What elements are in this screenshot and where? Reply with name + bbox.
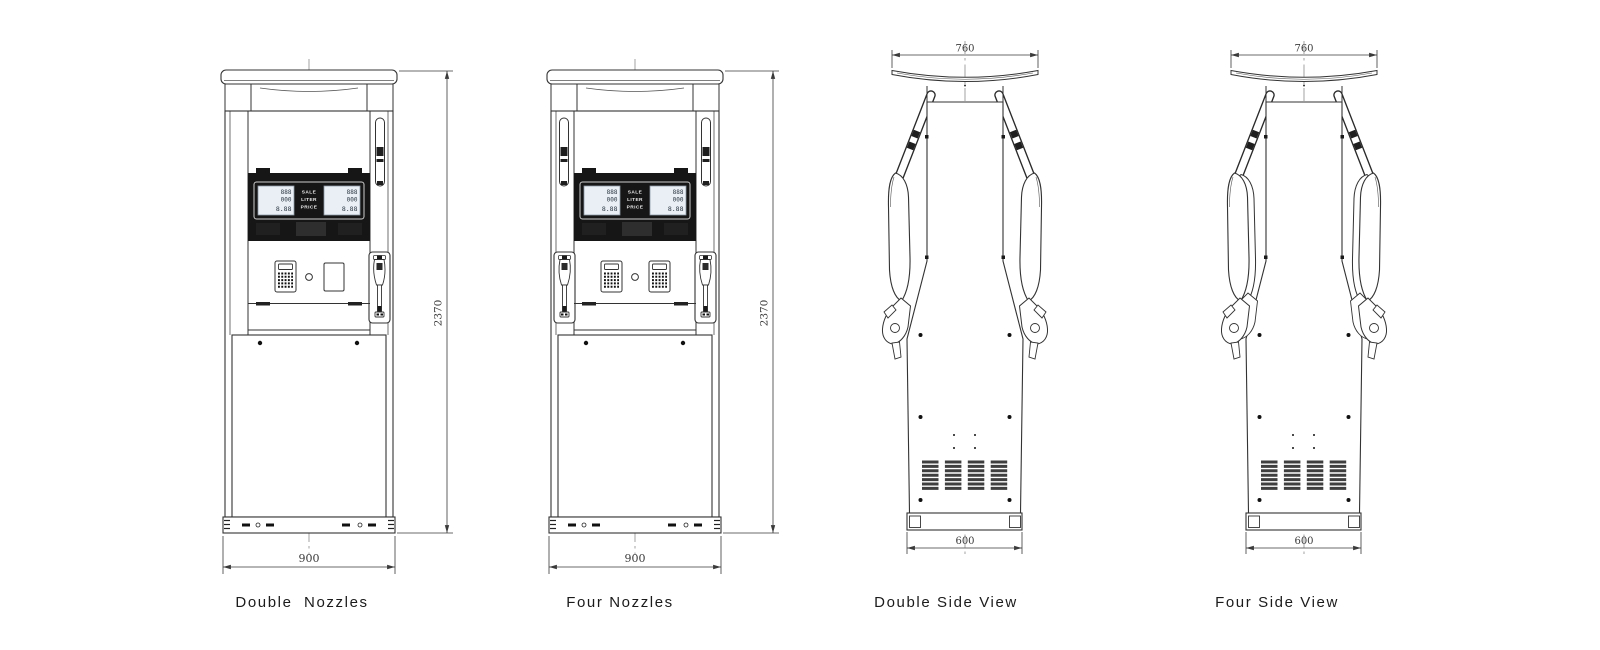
dimension-top-width	[1231, 44, 1377, 69]
caption-four-nozzles: Four Nozzles	[566, 594, 674, 611]
nozzle-holster-left	[554, 252, 575, 323]
lcd-row: 888	[606, 189, 618, 196]
dimension-base-width	[1246, 532, 1361, 554]
dim-label-900: 900	[624, 552, 646, 565]
nozzle-holster-right	[369, 252, 390, 323]
hose-nozzle-top-right	[702, 118, 711, 186]
display-label-price: PRICE	[300, 205, 318, 211]
nozzle-left	[882, 298, 910, 359]
base	[1246, 513, 1361, 530]
caption-four-side-view: Four Side View	[1215, 594, 1339, 611]
round-button	[632, 274, 639, 281]
caption-double-nozzles: Double Nozzles	[235, 594, 369, 611]
hose-nozzle-top-left	[560, 118, 569, 186]
lcd-row: 8.88	[601, 205, 618, 213]
base-foot	[1249, 516, 1260, 528]
lower-cabinet	[558, 335, 712, 517]
hose-left	[1235, 95, 1270, 185]
base-foot	[910, 516, 921, 528]
body-outline	[907, 102, 1023, 513]
dimension-height	[397, 71, 453, 533]
hose-left	[896, 95, 931, 185]
body-outline	[1246, 102, 1362, 513]
header-band	[225, 84, 393, 111]
keypad	[275, 261, 296, 292]
printer-slot	[622, 222, 652, 236]
round-button	[306, 274, 313, 281]
lcd-row: 888	[280, 189, 292, 196]
display-label-price: PRICE	[626, 205, 644, 211]
lcd-row: 8.88	[667, 205, 684, 213]
lcd-row: 888	[672, 189, 684, 196]
keypad-left	[601, 261, 622, 292]
base-foot	[1010, 516, 1021, 528]
display-label-sale: SALE	[627, 190, 643, 196]
printer-slot	[296, 222, 326, 236]
bolt	[584, 341, 588, 345]
base	[907, 513, 1022, 530]
dimension-base-width	[907, 532, 1022, 554]
nozzle-right	[1020, 298, 1048, 359]
lcd-row: 000	[672, 196, 684, 204]
nozzle-boot-left	[888, 173, 910, 301]
lcd-row: 000	[346, 196, 358, 204]
dim-label-760: 760	[1294, 43, 1314, 55]
nozzle-right	[1359, 298, 1387, 359]
lcd-row: 000	[280, 196, 292, 204]
nozzle-boot-left	[1227, 173, 1249, 301]
double-side-view-drawing	[864, 35, 1064, 560]
dim-label-2370: 2370	[758, 299, 771, 327]
double-nozzles-front-drawing	[190, 55, 460, 580]
top-cap	[547, 70, 723, 84]
nozzle-left	[1221, 298, 1249, 359]
dim-label-600: 600	[955, 536, 975, 547]
dim-label-2370: 2370	[432, 299, 445, 327]
dim-label-760: 760	[955, 43, 975, 55]
display-module	[574, 168, 696, 241]
four-nozzles-front-drawing	[516, 55, 786, 580]
dim-label-600: 600	[1294, 536, 1314, 547]
display-module	[248, 168, 370, 241]
four-side-view-drawing	[1203, 35, 1403, 560]
bolt	[681, 341, 685, 345]
nozzle-holster-right	[695, 252, 716, 323]
keypad-right	[649, 261, 670, 292]
lower-cabinet	[232, 335, 386, 517]
display-label-liter: LITER	[301, 198, 317, 203]
nozzle-boot-right	[1020, 173, 1042, 301]
hose-right	[999, 95, 1034, 185]
dimension-height	[723, 71, 779, 533]
top-cap	[221, 70, 397, 84]
hose-right	[1338, 95, 1373, 185]
lcd-row: 8.88	[341, 205, 358, 213]
dimension-top-width	[892, 44, 1038, 69]
card-reader	[324, 263, 344, 291]
caption-double-side-view: Double Side View	[874, 594, 1018, 611]
display-label-sale: SALE	[301, 190, 317, 196]
bolt	[258, 341, 262, 345]
lcd-row: 888	[346, 189, 358, 196]
dim-label-900: 900	[298, 552, 320, 565]
hose-nozzle-top-right	[376, 118, 385, 186]
base-foot	[1349, 516, 1360, 528]
display-label-liter: LITER	[627, 198, 643, 203]
bolt	[355, 341, 359, 345]
header-band	[551, 84, 719, 111]
lcd-row: 8.88	[275, 205, 292, 213]
lcd-row: 000	[606, 196, 618, 204]
nozzle-boot-right	[1359, 173, 1381, 301]
